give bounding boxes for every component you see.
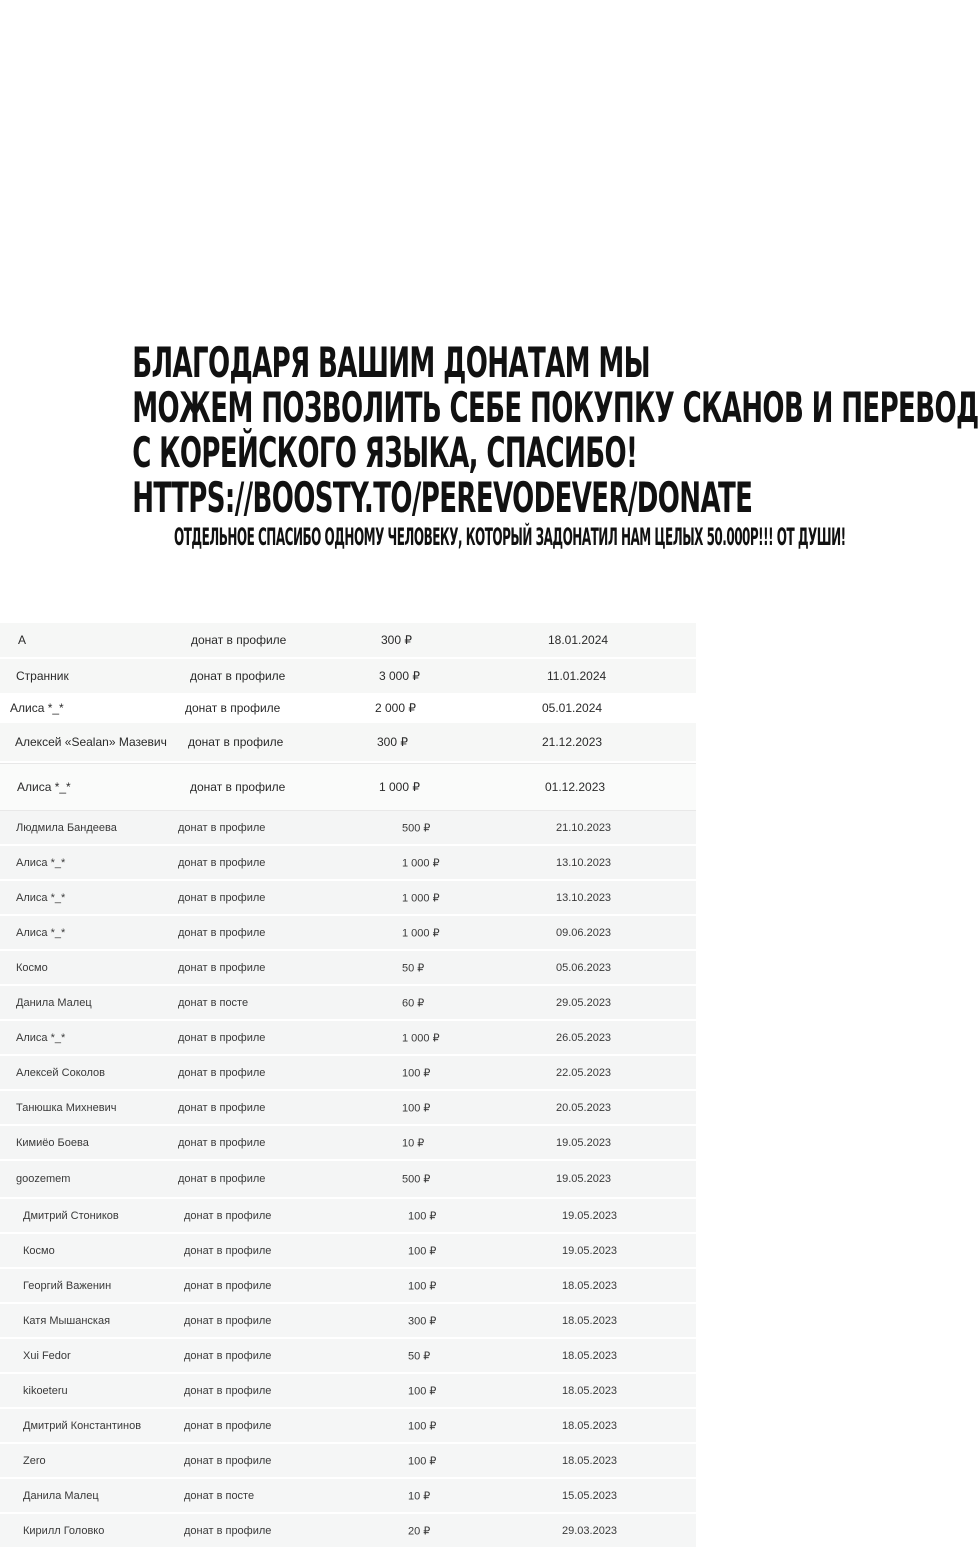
donation-amount: 100 ₽ (408, 1455, 437, 1467)
donation-amount: 500 ₽ (402, 1173, 431, 1186)
table-row (0, 1199, 696, 1234)
donor-name: А (18, 633, 27, 647)
table-row (0, 1021, 696, 1056)
table-row (0, 623, 696, 659)
donation-amount: 10 ₽ (408, 1490, 431, 1502)
donor-name: Алиса *_* (16, 926, 66, 939)
donor-name: Алиса *_* (17, 780, 71, 794)
table-row (0, 846, 696, 881)
donation-type: донат в профиле (178, 1173, 266, 1185)
donation-amount: 100 ₽ (402, 1102, 431, 1114)
donor-name: Данила Малец (16, 996, 92, 1009)
table-row (0, 1161, 696, 1199)
donation-amount: 300 ₽ (408, 1315, 437, 1327)
donation-date: 18.01.2024 (548, 633, 609, 647)
donor-name: Алиса *_* (16, 856, 66, 869)
donor-name: Георгий Важенин (23, 1279, 112, 1292)
table-row (0, 723, 696, 763)
donation-amount: 500 ₽ (402, 822, 431, 834)
donation-date: 13.10.2023 (556, 856, 612, 869)
donation-date: 18.05.2023 (562, 1314, 618, 1327)
donation-type: донат в профиле (184, 1419, 272, 1432)
donation-type: донат в профиле (190, 669, 286, 683)
donation-amount: 100 ₽ (408, 1385, 437, 1397)
table-row (0, 986, 696, 1021)
donation-date: 13.10.2023 (556, 891, 612, 904)
donation-type: донат в профиле (184, 1384, 272, 1397)
donor-name: Алексей «Sealan» Мазевич (15, 735, 167, 749)
banner-line: С КОРЕЙСКОГО ЯЗЫКА, СПАСИБО! (132, 428, 638, 477)
donation-date: 18.05.2023 (562, 1349, 618, 1362)
donor-name: Космо (16, 961, 48, 974)
donation-type: донат в посте (184, 1489, 255, 1502)
donor-name: Танюшка Михневич (16, 1101, 117, 1114)
donation-date: 01.12.2023 (545, 780, 606, 794)
banner-line: МОЖЕМ ПОЗВОЛИТЬ СЕБЕ ПОКУПКУ СКАНОВ И ПЕРЕВОД (132, 383, 979, 432)
special-thanks: ОТДЕЛЬНОЕ СПАСИБО ОДНОМУ ЧЕЛОВЕКУ, КОТОРЫЙ ЗАДОНАТИЛ НАМ ЦЕЛЫХ 50.000Р!!! ОТ ДУШИ! (174, 523, 846, 551)
table-row (0, 1479, 696, 1514)
donations-table (0, 623, 696, 1549)
donor-name: Алиса *_* (16, 891, 66, 904)
donation-type: донат в профиле (178, 926, 266, 939)
table-row (0, 1234, 696, 1269)
donation-date: 19.05.2023 (556, 1173, 612, 1185)
donation-date: 18.05.2023 (562, 1384, 618, 1397)
donation-type: донат в профиле (184, 1209, 272, 1222)
donation-date: 19.05.2023 (562, 1244, 618, 1257)
donor-name: Алиса *_* (10, 701, 64, 715)
donation-type: донат в профиле (178, 821, 266, 834)
donation-date: 20.05.2023 (556, 1101, 612, 1114)
donation-type: донат в профиле (191, 633, 287, 647)
donation-date: 18.05.2023 (562, 1454, 618, 1467)
donation-amount: 60 ₽ (402, 997, 425, 1009)
donor-name: Кимиёо Боева (16, 1136, 89, 1149)
donation-type: донат в профиле (184, 1279, 272, 1292)
donation-type: донат в профиле (184, 1314, 272, 1327)
donation-amount: 1 000 ₽ (402, 857, 440, 869)
table-row (0, 881, 696, 916)
banner-line: БЛАГОДАРЯ ВАШИМ ДОНАТАМ МЫ (132, 338, 651, 387)
donation-date: 18.05.2023 (562, 1279, 618, 1292)
donation-date: 19.05.2023 (562, 1209, 618, 1222)
donor-name: Кирилл Головко (23, 1524, 105, 1537)
donation-amount: 3 000 ₽ (379, 669, 420, 683)
donation-amount: 100 ₽ (408, 1210, 437, 1222)
table-row (0, 1056, 696, 1091)
donation-date: 21.10.2023 (556, 821, 612, 834)
donation-type: донат в профиле (184, 1244, 272, 1257)
donation-amount: 1 000 ₽ (402, 1032, 440, 1044)
donation-date: 05.01.2024 (542, 701, 603, 715)
donation-type: донат в профиле (178, 856, 266, 869)
donation-type: донат в профиле (178, 961, 266, 974)
table-row (0, 695, 696, 723)
table-row (0, 1304, 696, 1339)
table-row (0, 1126, 696, 1161)
donation-date: 15.05.2023 (562, 1489, 618, 1502)
donor-name: kikoeteru (23, 1384, 68, 1397)
donation-type: донат в профиле (185, 701, 281, 715)
donation-type: донат в профиле (188, 735, 284, 749)
donation-date: 05.06.2023 (556, 961, 612, 974)
donation-amount: 300 ₽ (377, 735, 408, 749)
donation-date: 18.05.2023 (562, 1419, 618, 1432)
donation-type: донат в профиле (178, 1101, 266, 1114)
table-row (0, 1409, 696, 1444)
donation-type: донат в профиле (184, 1349, 272, 1362)
donor-name: Алексей Соколов (16, 1066, 106, 1079)
donor-name: Странник (16, 669, 69, 683)
donation-type: донат в профиле (178, 1031, 266, 1044)
donation-date: 29.05.2023 (556, 996, 612, 1009)
donation-type: донат в профиле (184, 1454, 272, 1467)
table-row (0, 659, 696, 695)
donation-date: 29.03.2023 (562, 1524, 618, 1537)
table-row (0, 951, 696, 986)
donation-type: донат в профиле (178, 1066, 266, 1079)
table-row (0, 1339, 696, 1374)
donation-type: донат в профиле (184, 1524, 272, 1537)
donor-name: Дмитрий Стоников (23, 1209, 119, 1222)
donation-date: 09.06.2023 (556, 926, 612, 939)
donation-amount: 1 000 ₽ (379, 780, 420, 794)
donor-name: Дмитрий Константинов (23, 1419, 142, 1432)
donation-date: 26.05.2023 (556, 1031, 612, 1044)
donation-type: донат в посте (178, 996, 249, 1009)
donation-amount: 20 ₽ (408, 1525, 431, 1537)
donation-type: донат в профиле (178, 1136, 266, 1149)
donation-date: 11.01.2024 (547, 669, 607, 683)
table-row (0, 1514, 696, 1549)
donation-date: 22.05.2023 (556, 1066, 612, 1079)
table-row (0, 1444, 696, 1479)
donation-amount: 100 ₽ (408, 1420, 437, 1432)
donation-amount: 100 ₽ (408, 1280, 437, 1292)
donor-name: Данила Малец (23, 1489, 99, 1502)
donation-amount: 1 000 ₽ (402, 927, 440, 939)
table-row (0, 1091, 696, 1126)
table-row (0, 1269, 696, 1304)
donation-amount: 1 000 ₽ (402, 892, 440, 904)
donation-amount: 300 ₽ (381, 633, 412, 647)
donation-amount: 50 ₽ (402, 962, 425, 974)
donation-amount: 10 ₽ (402, 1137, 425, 1149)
table-row (0, 1374, 696, 1409)
donor-name: goozemem (16, 1173, 71, 1185)
donor-name: Алиса *_* (16, 1031, 66, 1044)
donor-name: Космо (23, 1244, 55, 1257)
table-row (0, 916, 696, 951)
donor-name: Людмила Бандеева (16, 821, 117, 834)
donation-amount: 100 ₽ (408, 1245, 437, 1257)
donor-name: Xui Fedor (23, 1349, 71, 1362)
donation-date: 19.05.2023 (556, 1136, 612, 1149)
donation-type: донат в профиле (190, 780, 286, 794)
donation-amount: 2 000 ₽ (375, 701, 416, 715)
thanks-banner (0, 338, 979, 552)
table-row (0, 763, 696, 811)
donor-name: Катя Мышанская (23, 1314, 111, 1327)
donation-type: донат в профиле (178, 891, 266, 904)
donation-amount: 100 ₽ (402, 1067, 431, 1079)
donate-link[interactable]: HTTPS://BOOSTY.TO/PEREVODEVER/DONATE (132, 473, 753, 522)
table-row (0, 811, 696, 846)
donor-name: Zero (23, 1454, 46, 1467)
donation-amount: 50 ₽ (408, 1350, 431, 1362)
donation-date: 21.12.2023 (542, 735, 603, 749)
